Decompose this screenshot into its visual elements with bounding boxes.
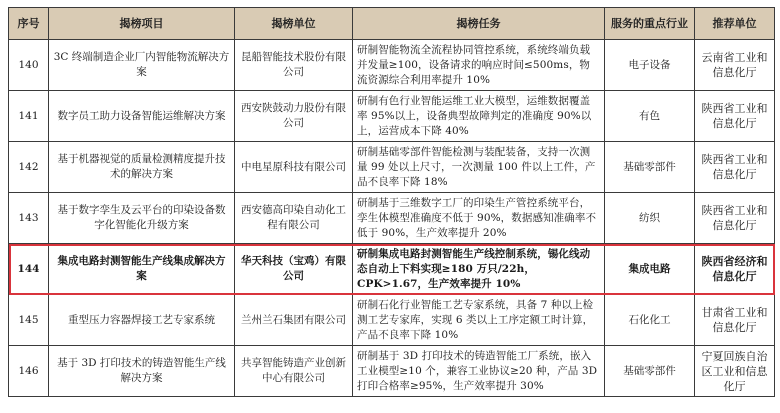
table-header-row [9, 8, 775, 40]
cell-task: 研制基础零部件智能检测与装配装备，支持一次测量 99 处以上尺寸，一次测量 100 件以上工件，产品不良率下降 18% [353, 142, 605, 193]
cell-industry: 集成电路 [605, 244, 695, 295]
cell-recommender: 甘肃省工业和信息化厅 [695, 295, 775, 346]
cell-project: 3C 终端制造企业厂内智能物流解决方案 [49, 40, 235, 91]
table-row [9, 193, 775, 244]
table-row [9, 40, 775, 91]
cell-project: 基于 3D 打印技术的铸造智能生产线解决方案 [49, 346, 235, 397]
table-row [9, 295, 775, 346]
cell-unit: 共享智能铸造产业创新中心有限公司 [235, 346, 353, 397]
cell-unit: 西安陕鼓动力股份有限公司 [235, 91, 353, 142]
cell-unit: 西安德高印染自动化工程有限公司 [235, 193, 353, 244]
cell-seq: 146 [9, 346, 49, 397]
cell-task: 研制集成电路封测智能生产线控制系统，锡化线动态自动上下料实现≥180 万只/22h，CPK>1.67，生产效率提升 10% [353, 244, 605, 295]
cell-recommender: 陕西省工业和信息化厅 [695, 91, 775, 142]
cell-project: 数字员工助力设备智能运维解决方案 [49, 91, 235, 142]
header-project: 揭榜项目 [49, 8, 235, 40]
cell-recommender: 云南省工业和信息化厅 [695, 40, 775, 91]
table-row [9, 91, 775, 142]
header-unit: 揭榜单位 [235, 8, 353, 40]
cell-industry: 石化化工 [605, 295, 695, 346]
cell-seq: 145 [9, 295, 49, 346]
cell-recommender: 陕西省工业和信息化厅 [695, 142, 775, 193]
cell-unit: 华天科技（宝鸡）有限公司 [235, 244, 353, 295]
header-industry: 服务的重点行业 [605, 8, 695, 40]
solutions-table [8, 7, 775, 397]
cell-project: 集成电路封测智能生产线集成解决方案 [49, 244, 235, 295]
cell-industry: 有色 [605, 91, 695, 142]
cell-project: 基于机器视觉的质量检测精度提升技术的解决方案 [49, 142, 235, 193]
cell-seq: 144 [9, 244, 49, 295]
header-task: 揭榜任务 [353, 8, 605, 40]
cell-industry: 纺织 [605, 193, 695, 244]
cell-task: 研制基于 3D 打印技术的铸造智能工厂系统，嵌入工业模型≥10 个，兼容工业协议≥20 种，产品 3D 打印合格率≥95%，生产效率提升 30% [353, 346, 605, 397]
cell-recommender: 陕西省工业和信息化厅 [695, 193, 775, 244]
cell-recommender: 宁夏回族自治区工业和信息化厅 [695, 346, 775, 397]
cell-task: 研制基于三维数字工厂的印染生产管控系统平台，孪生体模型准确度不低于 90%，数据感知准确率不低于 90%，生产效率提升 20% [353, 193, 605, 244]
cell-seq: 140 [9, 40, 49, 91]
header-recommender: 推荐单位 [695, 8, 775, 40]
cell-industry: 基础零部件 [605, 142, 695, 193]
cell-task: 研制有色行业智能运维工业大模型，运维数据覆盖率 95%以上，设备典型故障判定的准确度 90%以上，运营成本下降 40% [353, 91, 605, 142]
cell-seq: 141 [9, 91, 49, 142]
table-row [9, 142, 775, 193]
cell-task: 研制石化行业智能工艺专家系统，具备 7 种以上检测工艺专家库，实现 6 类以上工序定额工时计算，产品不良率下降 10% [353, 295, 605, 346]
cell-unit: 中电星原科技有限公司 [235, 142, 353, 193]
cell-project: 基于数字孪生及云平台的印染设备数字化智能化升级方案 [49, 193, 235, 244]
cell-industry: 电子设备 [605, 40, 695, 91]
cell-unit: 兰州兰石集团有限公司 [235, 295, 353, 346]
cell-recommender: 陕西省经济和信息化厅 [695, 244, 775, 295]
cell-task: 研制智能物流全流程协同管控系统，系统终端负载并发量≥100，设备请求的响应时间≤500ms，物流资源综合利用率提升 10% [353, 40, 605, 91]
cell-seq: 142 [9, 142, 49, 193]
table-row-highlighted [9, 244, 775, 295]
cell-industry: 基础零部件 [605, 346, 695, 397]
table-row [9, 346, 775, 397]
cell-unit: 昆船智能技术股份有限公司 [235, 40, 353, 91]
cell-seq: 143 [9, 193, 49, 244]
header-seq: 序号 [9, 8, 49, 40]
cell-project: 重型压力容器焊接工艺专家系统 [49, 295, 235, 346]
